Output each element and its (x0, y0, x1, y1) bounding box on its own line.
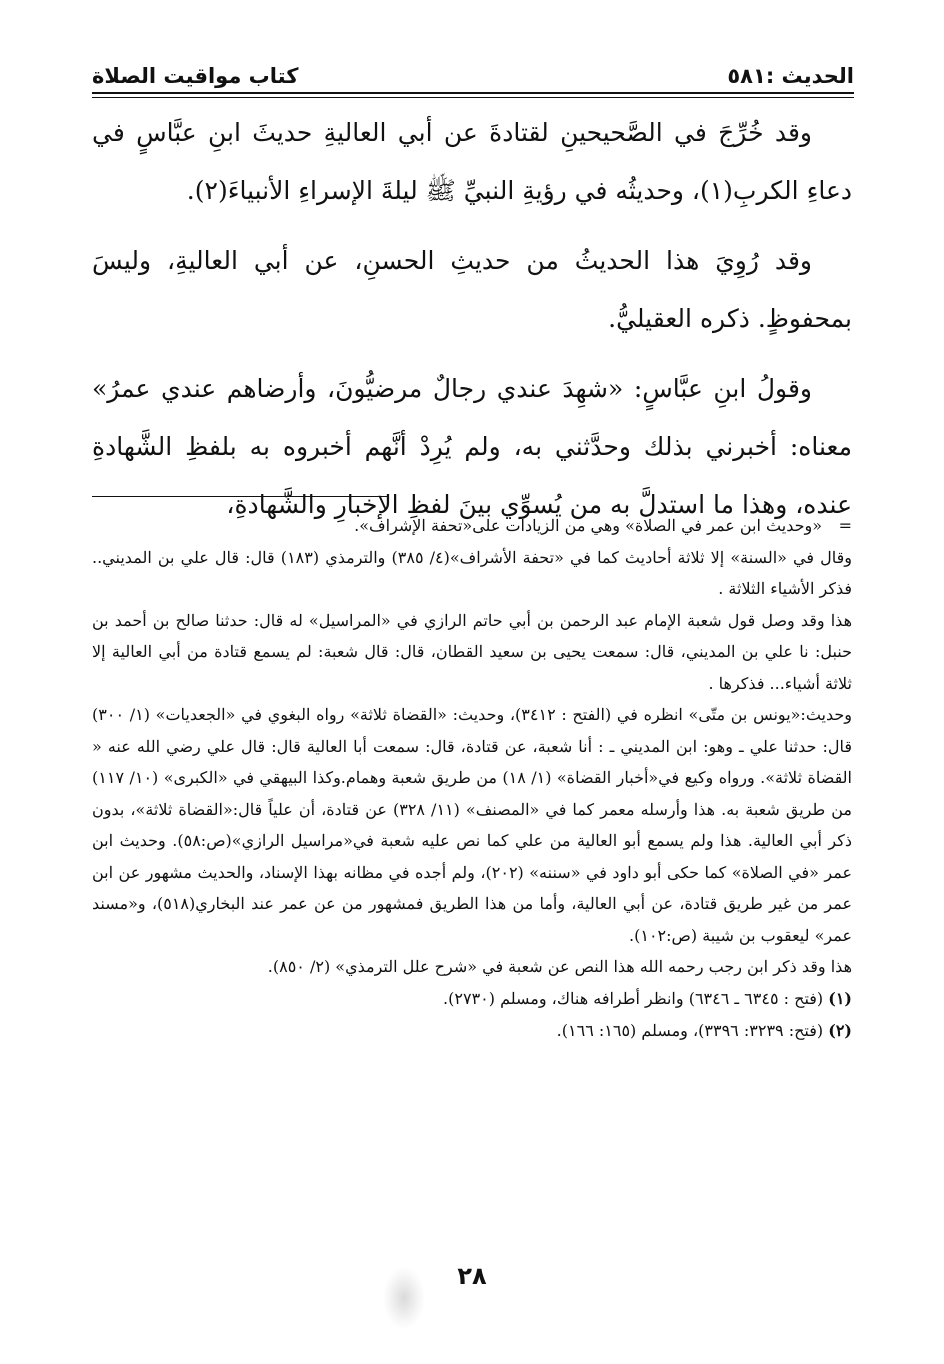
footnote-number: (١) (828, 988, 852, 1008)
footnote-text: (فتح : ٦٣٤٥ ـ ٦٣٤٦) وانظر أطرافه هناك، ومسلم (٢٧٣٠). (443, 988, 824, 1008)
main-paragraph: وقد رُوِيَ هذا الحديثُ من حديثِ الحسنِ، عن أبي العاليةِ، وليسَ بمحفوظٍ. ذكره العقيليُّ. (92, 246, 852, 333)
main-text (92, 104, 852, 546)
footnote-text: (فتح: ٣٢٣٩: ٣٣٩٦)، ومسلم (١٦٥: ١٦٦). (556, 1020, 824, 1040)
book-title: كتاب مواقيت الصلاة (92, 64, 299, 88)
footnote-1 (92, 983, 852, 1015)
continuation-marker: = (838, 516, 852, 535)
main-paragraph: وقولُ ابنِ عبَّاسٍ: «شهِدَ عندي رجالٌ مرضيُّونَ، وأرضاهم عندي عمرُ» معناه: أخبرني بذلك وحدَّثني به، ولم يُرِدْ أنَّهم أخبروه به بلفظِ الشَّهادةِ عنده، وهذا ما استدلَّ به من يُسوِّي بينَ لفظِ الإخبارِ والشَّهادةِ، (92, 374, 852, 519)
note-paragraph: هذا وقد ذكر ابن رجب رحمه الله هذا النص عن شعبة في «شرح علل الترمذي» (٢/ ٨٥٠). (267, 957, 852, 976)
running-header (92, 52, 854, 88)
hadith-label: الحديث :٥٨١ (727, 64, 854, 88)
main-paragraph: وقد خُرِّجَ في الصَّحيحينِ لقتادةَ عن أبي العاليةِ حديثَ ابنِ عبَّاسٍ في دعاءِ الكربِ(١)، وحديثُه في رؤيةِ النبيِّ ﷺ ليلةَ الإسراءِ الأنبياءَ(٢). (92, 118, 852, 205)
footnotes-area (92, 510, 852, 1047)
header-rule (92, 92, 854, 94)
continued-note-text: «وحديث ابن عمر في الصلاة» وهي من الزيادات على«تحفة الإشراف». (354, 516, 822, 535)
page-number: ٢٨ (457, 1262, 487, 1290)
continued-note (92, 510, 852, 542)
footnote-number: (٢) (828, 1020, 852, 1040)
header-rule-thin (92, 97, 854, 98)
note-paragraph: هذا وقد وصل قول شعبة الإمام عبد الرحمن بن أبي حاتم الرازي في «المراسيل» له قال: حدثنا صالح بن أحمد بن حنبل: نا علي بن المديني، قال: سمعت يحيى بن سعيد القطان، قال: قال شعبة: لم يسمع قتادة من أبي العالية إلا ثلاثة أشياء... فذكرها . (92, 610, 853, 693)
note-paragraph: وحديث:«يونس بن متّى» انظره في (الفتح : ٣٤١٢)، وحديث: «القضاة ثلاثة» رواه البغوي في «الجعديات» (١/ ٣٠٠) قال: حدثنا علي ـ وهو: ابن المديني ـ : أنا شعبة، عن قتادة، قال: سمعت أبا العالية قال: قال علي رضي الله عنه « القضاة ثلاثة». ورواه وكيع في«أخبار القضاة» (١/ ١٨) من طريق شعبة وهمام.وكذا البيهقي في «الكبرى» (١٠/ ١١٧) من طريق شعبة به. هذا وأرسله معمر كما في «المصنف» (١١/ ٣٢٨) عن قتادة، أن علياً قال:«القضاة ثلاثة»، بدون ذكر أبي العالية. هذا ولم يسمع أبو العالية من علي كما نص عليه شعبة في«مراسيل الرازي»(ص:٥٨). وحديث ابن عمر «في الصلاة» كما حكى أبو داود في «سننه» (٢٠٢)، ولم أجده في مظانه بهذا الإسناد، والحديث مشهور عن ابن عمر من غير طريق قتادة، عن أبي العالية، وأما من هذا الطريق فمشهور من عن عمر عند البخاري(٥١٨)، و«مسند عمر» ليعقوب بن شيبة (ص:١٠٢). (92, 705, 853, 945)
note-paragraph: وقال في «السنة» إلا ثلاثة أحاديث كما في «تحفة الأشراف»(٤/ ٣٨٥) والترمذي (١٨٣) قال: قال علي بن المديني.. فذكر الأشياء الثلاثة . (92, 547, 853, 598)
footnote-separator (92, 496, 388, 497)
footnote-2 (92, 1015, 852, 1047)
